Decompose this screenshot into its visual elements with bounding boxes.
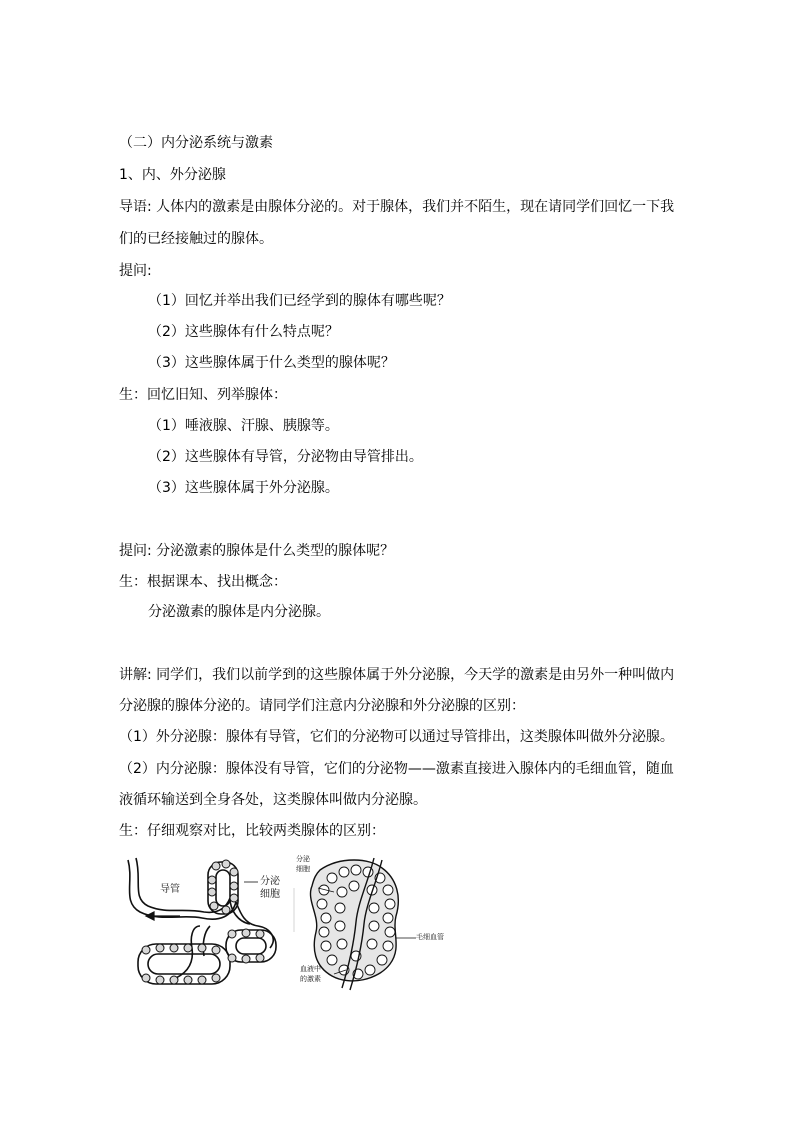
secretory-cell-label-right: 细胞 bbox=[296, 865, 310, 873]
hormone-label: 血液中 bbox=[300, 965, 321, 973]
endocrine-definition-line1: （2）内分泌腺：腺体没有导管，它们的分泌物——激素直接进入腺体内的毛细血管，随血 bbox=[119, 761, 674, 777]
question-label: 提问: bbox=[119, 263, 152, 279]
gland-comparison-figure bbox=[120, 852, 450, 992]
secretory-cell-label-left: 分泌 bbox=[260, 876, 280, 887]
student-answer-intro: 生：回忆旧知、列举腺体： bbox=[119, 387, 287, 403]
concept-statement: 分泌激素的腺体是内分泌腺。 bbox=[148, 604, 330, 620]
answer-item: （3）这些腺体属于外分泌腺。 bbox=[148, 480, 339, 496]
exocrine-definition: （1）外分泌腺：腺体有导管，它们的分泌物可以通过导管排出，这类腺体叫做外分泌腺。 bbox=[119, 729, 674, 745]
lecture-line1: 讲解: 同学们，我们以前学到的这些腺体属于外分泌腺，今天学的激素是由另外一种叫做内 bbox=[119, 667, 675, 683]
subsection-title: 1、内、外分泌腺 bbox=[119, 167, 226, 183]
section-title: （二）内分泌系统与激素 bbox=[119, 135, 273, 151]
intro-paragraph-line1: 导语: 人体内的激素是由腺体分泌的。对于腺体，我们并不陌生，现在请同学们回忆一下我 bbox=[119, 199, 675, 215]
question-item: （1）回忆并举出我们已经学到的腺体有哪些呢？ bbox=[148, 293, 451, 309]
question-item: （3）这些腺体属于什么类型的腺体呢？ bbox=[148, 355, 395, 371]
lecture-line2: 分泌腺的腺体分泌的。请同学们注意内分泌腺和外分泌腺的区别： bbox=[119, 698, 525, 714]
question-2: 提问: 分泌激素的腺体是什么类型的腺体呢？ bbox=[119, 543, 395, 559]
duct-arrow bbox=[146, 912, 180, 920]
exocrine-gland-illustration bbox=[128, 858, 276, 984]
student-response-2: 生：根据课本、找出概念： bbox=[119, 574, 287, 590]
gland-diagram bbox=[120, 852, 450, 992]
duct-label: 导管 bbox=[160, 884, 180, 895]
secretory-cell-label-left: 细胞 bbox=[260, 889, 280, 900]
answer-item: （1）唾液腺、汗腺、胰腺等。 bbox=[148, 418, 339, 434]
capillary-label: 毛细血管 bbox=[416, 933, 444, 941]
endocrine-definition-line2: 液循环输送到全身各处，这类腺体叫做内分泌腺。 bbox=[119, 792, 427, 808]
secretory-cell-label-right: 分泌 bbox=[296, 855, 310, 863]
answer-item: （2）这些腺体有导管，分泌物由导管排出。 bbox=[148, 449, 423, 465]
question-item: （2）这些腺体有什么特点呢？ bbox=[148, 324, 339, 340]
intro-paragraph-line2: 们的已经接触过的腺体。 bbox=[119, 231, 273, 247]
hormone-label: 的激素 bbox=[300, 975, 321, 983]
student-response-3: 生：仔细观察对比，比较两类腺体的区别： bbox=[119, 823, 385, 839]
